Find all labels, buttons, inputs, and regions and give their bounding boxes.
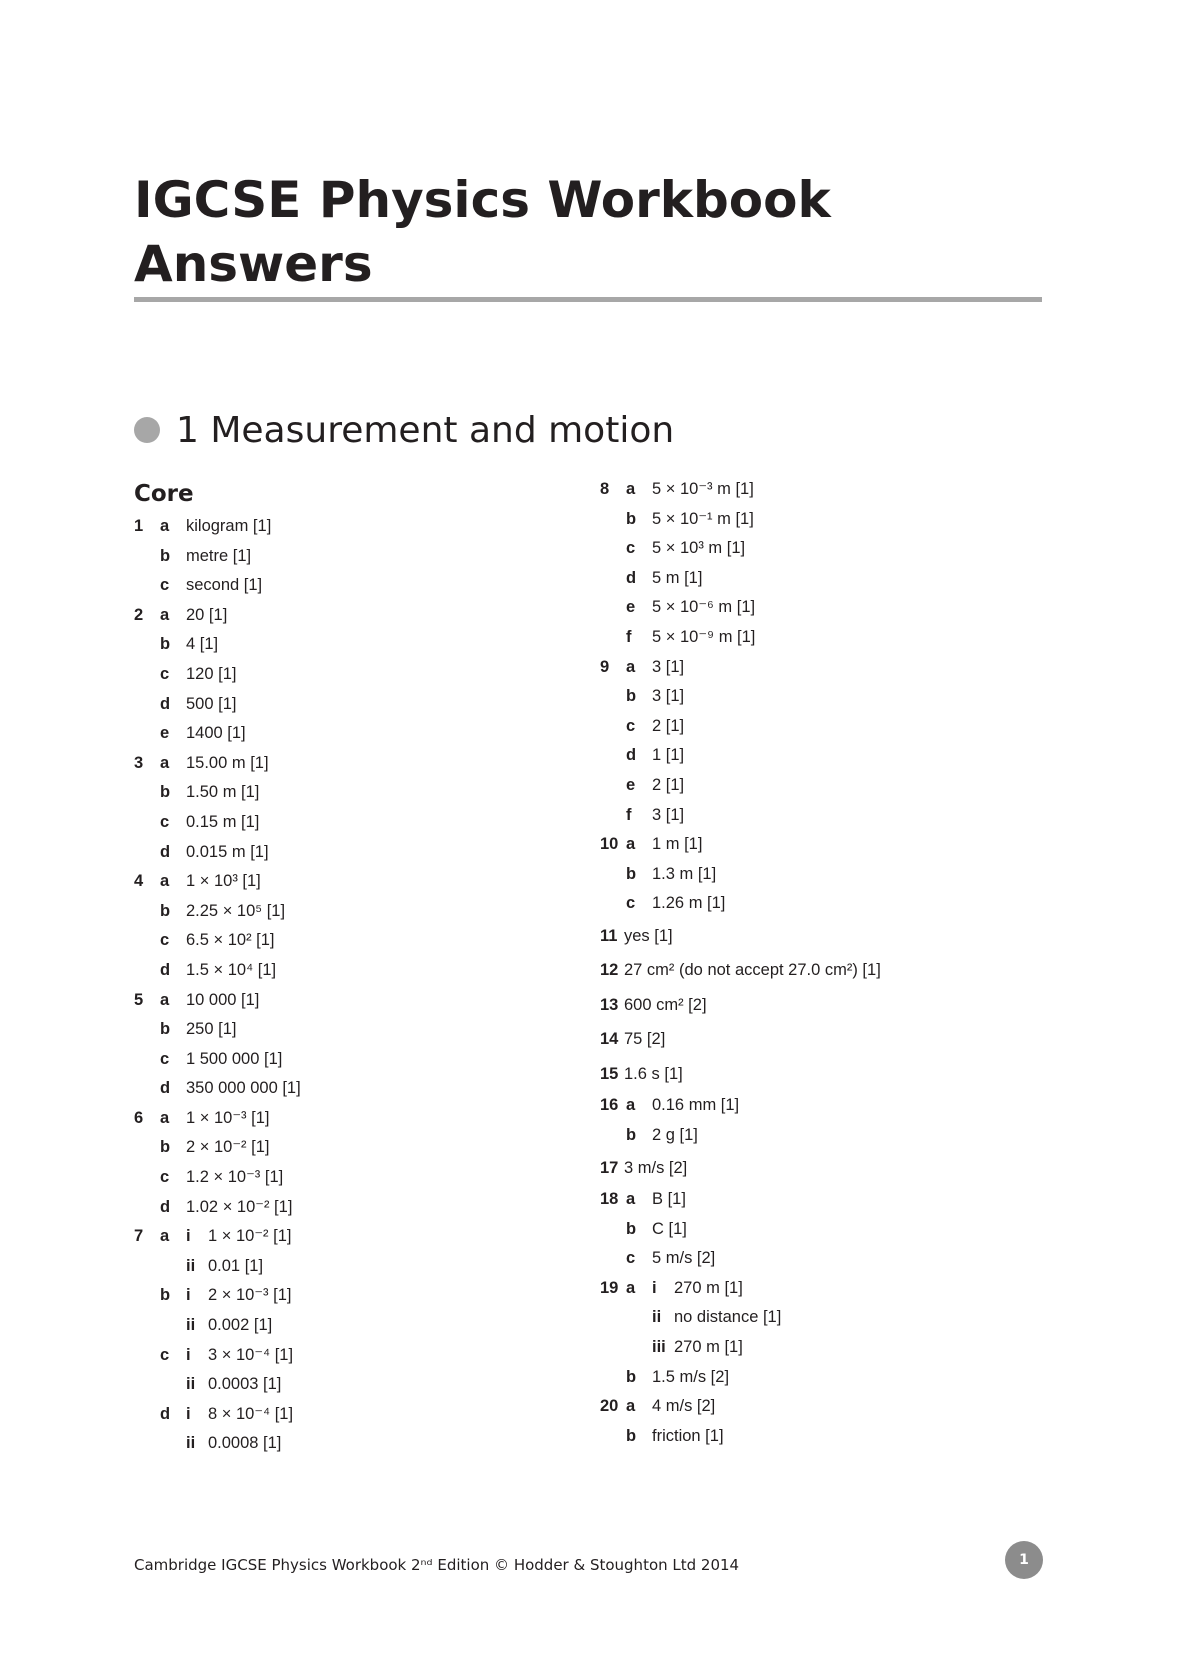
question-number: 8 [600,480,610,498]
answer-row [600,534,1040,564]
answer-text: 1 500 000 [1] [186,1049,283,1068]
answer-row [134,808,574,838]
answer-row [134,1252,574,1282]
section-title: 1 Measurement and motion [176,409,675,451]
answer-text: C [1] [652,1219,687,1238]
part-label: b [626,1126,637,1144]
answer-text: 2 × 10⁻² [1] [186,1138,270,1157]
answer-text: 5 × 10⁻¹ m [1] [652,509,754,528]
part-label: a [160,872,170,891]
subpart-label: ii [652,1308,662,1327]
title-divider [134,297,1042,302]
part-label: c [626,539,636,558]
subpart-label: i [186,1404,191,1423]
answer-row [600,801,1040,831]
answer-text: 1.5 × 10⁴ [1] [186,960,277,979]
part-label: e [626,775,636,794]
answer-text: 20 [1] [186,605,228,624]
part-label: a [160,605,170,624]
part-label: a [160,517,170,535]
answer-row [600,1303,1040,1333]
answer-text: 1 × 10³ [1] [186,872,261,891]
answer-text: 600 cm² [2] [624,995,707,1014]
answer-row [134,719,574,749]
subpart-label: ii [186,1434,196,1453]
answer-text: kilogram [1] [186,517,272,535]
answer-text: 270 m [1] [674,1278,743,1297]
core-heading: Core [134,481,194,507]
answer-text: 10 000 [1] [186,990,260,1009]
question-number: 5 [134,990,144,1009]
part-label: d [626,568,637,587]
question-number: 7 [134,1227,144,1246]
part-label: b [160,1286,171,1305]
answer-text: 3 [1] [652,805,685,824]
part-label: f [626,627,632,646]
answer-text: 75 [2] [624,1030,666,1049]
part-label: a [626,835,636,854]
answer-row [134,897,574,927]
part-label: c [160,812,170,831]
question-number: 12 [600,961,619,980]
question-number: 20 [600,1397,619,1416]
question-number: 15 [600,1064,619,1083]
part-label: d [160,694,171,713]
question-number: 9 [600,657,610,676]
answer-row [134,1045,574,1075]
answer-text: 1.26 m [1] [652,894,726,913]
subpart-label: ii [186,1256,196,1275]
answer-row [600,1422,1040,1452]
question-number: 3 [134,753,144,772]
answer-text: 3 × 10⁻⁴ [1] [208,1345,294,1364]
part-label: b [160,1020,171,1039]
answer-text: 250 [1] [186,1020,237,1039]
part-label: c [160,576,170,595]
answer-row [600,1022,1040,1057]
answer-text: 350 000 000 [1] [186,1079,301,1098]
answer-row [134,630,574,660]
answer-row [134,1370,574,1400]
question-number: 11 [600,926,618,945]
answer-text: 5 × 10⁻⁶ m [1] [652,598,756,617]
part-label: b [160,635,171,654]
answer-row [600,593,1040,623]
answer-row [134,1163,574,1193]
answer-text: 1 m [1] [652,835,703,854]
answer-row [600,1091,1040,1121]
part-label: b [160,546,171,565]
section-bullet-icon [134,417,160,443]
part-label: a [160,990,170,1009]
answer-row [134,1429,574,1459]
answer-row [600,1392,1040,1422]
answer-row [600,623,1040,653]
answer-text: 4 m/s [2] [652,1397,716,1416]
answer-text: 0.0003 [1] [208,1375,282,1394]
subpart-label: i [652,1278,657,1297]
answer-row [600,830,1040,860]
question-number: 1 [134,517,144,535]
subpart-label: ii [186,1375,196,1394]
part-label: b [160,1138,171,1157]
part-label: d [626,746,637,765]
part-label: c [626,1249,636,1268]
answer-row [134,1104,574,1134]
answer-row [600,953,1040,988]
answer-text: 1400 [1] [186,724,246,743]
answer-text: 1.02 × 10⁻² [1] [186,1197,293,1216]
answer-text: 5 × 10³ m [1] [652,539,746,558]
answer-row [134,690,574,720]
question-number: 4 [134,872,144,891]
answer-text: friction [1] [652,1426,724,1445]
question-number: 16 [600,1096,619,1115]
answer-text: 27 cm² (do not accept 27.0 cm²) [1] [624,961,881,980]
answer-text: 5 m [1] [652,568,703,587]
subpart-label: i [186,1345,191,1364]
answer-row [134,1311,574,1341]
answer-row [600,1244,1040,1274]
answer-text: 1 × 10⁻² [1] [208,1227,292,1246]
answer-text: 270 m [1] [674,1338,743,1357]
answer-text: 2 × 10⁻³ [1] [208,1286,292,1305]
answer-row [600,505,1040,535]
answer-text: 1.3 m [1] [652,864,717,883]
answer-row [600,860,1040,890]
part-label: b [626,687,637,706]
answer-row [134,542,574,572]
answer-row [600,475,1040,505]
answer-row [134,1281,574,1311]
answer-text: 1.6 s [1] [624,1064,683,1083]
answer-text: 2 [1] [652,716,685,735]
subpart-label: i [186,1227,191,1246]
part-label: a [160,753,170,772]
answer-row [134,1400,574,1430]
part-label: b [626,864,637,883]
answer-row [600,712,1040,742]
answer-row [600,564,1040,594]
answer-text: 5 × 10⁻⁹ m [1] [652,627,756,646]
answer-text: 5 m/s [2] [652,1249,716,1268]
question-number: 13 [600,995,619,1014]
answer-row [134,778,574,808]
title-line-2: Answers [134,235,373,293]
question-number: 19 [600,1278,619,1297]
answer-row [600,889,1040,919]
answer-row [600,1185,1040,1215]
subpart-label: i [186,1286,191,1305]
part-label: a [160,1108,170,1127]
answer-row [134,1341,574,1371]
part-label: d [160,1404,171,1423]
part-label: c [160,931,170,950]
part-label: e [160,724,170,743]
answer-row [134,1222,574,1252]
answer-row [600,1363,1040,1393]
answer-row [134,660,574,690]
answer-row [134,926,574,956]
answer-text: 500 [1] [186,694,237,713]
answer-text: 1 × 10⁻³ [1] [186,1108,270,1127]
part-label: b [160,783,171,802]
part-label: c [160,1049,170,1068]
answer-text: 1 [1] [652,746,685,765]
question-number: 2 [134,605,144,624]
answer-text: yes [1] [624,926,673,945]
answer-row [134,1015,574,1045]
answer-row [134,956,574,986]
question-number: 17 [600,1158,619,1177]
page-title [134,168,831,296]
answer-row [134,601,574,631]
question-number: 10 [600,835,619,854]
answer-text: 8 × 10⁻⁴ [1] [208,1404,294,1423]
answer-text: 3 m/s [2] [624,1158,688,1177]
answer-text: 1.5 m/s [2] [652,1367,730,1386]
part-label: b [626,1367,637,1386]
part-label: a [626,480,636,498]
answer-text: 3 [1] [652,687,685,706]
answer-row [134,512,574,542]
answer-row [600,1333,1040,1363]
answer-text: 1.50 m [1] [186,783,260,802]
part-label: f [626,805,632,824]
part-label: d [160,1197,171,1216]
part-label: c [626,716,636,735]
answer-text: second [1] [186,576,263,595]
part-label: a [626,657,636,676]
answer-row [134,1074,574,1104]
part-label: b [626,1219,637,1238]
question-number: 6 [134,1108,144,1127]
part-label: c [160,1345,170,1364]
part-label: b [160,901,171,920]
answer-row [134,749,574,779]
answers-left-column [134,476,574,1459]
page-number-badge: 1 [1005,1541,1043,1579]
answer-text: 0.002 [1] [208,1316,273,1335]
question-number: 18 [600,1190,619,1209]
answer-row [600,741,1040,771]
answer-text: 5 × 10⁻³ m [1] [652,480,754,498]
answer-row [134,867,574,897]
footer-credit: Cambridge IGCSE Physics Workbook 2ⁿᵈ Edition © Hodder & Stoughton Ltd 2014 [134,1556,740,1574]
answer-row [134,571,574,601]
answer-row [600,988,1040,1023]
answers-right-column [600,475,1040,1451]
part-label: d [160,842,171,861]
answer-text: 120 [1] [186,664,237,683]
answer-text: 0.015 m [1] [186,842,269,861]
answer-text: 1.2 × 10⁻³ [1] [186,1168,284,1187]
part-label: b [626,509,637,528]
part-label: b [626,1426,637,1445]
answer-row [134,986,574,1016]
answer-text: 4 [1] [186,635,219,654]
part-label: d [160,960,171,979]
answer-row [134,838,574,868]
subpart-label: ii [186,1316,196,1335]
answer-text: 3 [1] [652,657,685,676]
part-label: a [160,1227,170,1246]
answer-text: 0.16 mm [1] [652,1096,740,1115]
part-label: d [160,1079,171,1098]
answer-text: no distance [1] [674,1308,782,1327]
part-label: c [160,664,170,683]
answer-row [600,771,1040,801]
answer-text: 2.25 × 10⁵ [1] [186,901,286,920]
answer-row [600,1274,1040,1304]
answer-text: 0.0008 [1] [208,1434,282,1453]
part-label: e [626,598,636,617]
answer-text: 0.01 [1] [208,1256,264,1275]
part-label: a [626,1278,636,1297]
answer-row [600,682,1040,712]
answer-row [134,1133,574,1163]
part-label: a [626,1096,636,1115]
part-label: c [626,894,636,913]
answer-row [600,1121,1040,1151]
section-heading [134,404,674,456]
subpart-label: iii [652,1338,666,1357]
answer-text: 15.00 m [1] [186,753,269,772]
answer-row [600,1057,1040,1092]
part-label: a [626,1190,636,1209]
answer-row [600,1151,1040,1186]
title-line-1: IGCSE Physics Workbook [134,171,831,229]
answer-text: metre [1] [186,546,252,565]
answer-row [134,1193,574,1223]
answer-text: 2 [1] [652,775,685,794]
answer-row [600,1215,1040,1245]
question-number: 14 [600,1030,619,1049]
answer-text: 2 g [1] [652,1126,698,1144]
answer-text: B [1] [652,1190,686,1209]
part-label: a [626,1397,636,1416]
part-label: c [160,1168,170,1187]
answer-row [600,919,1040,954]
answer-row [600,653,1040,683]
answer-text: 0.15 m [1] [186,812,260,831]
answer-text: 6.5 × 10² [1] [186,931,275,950]
